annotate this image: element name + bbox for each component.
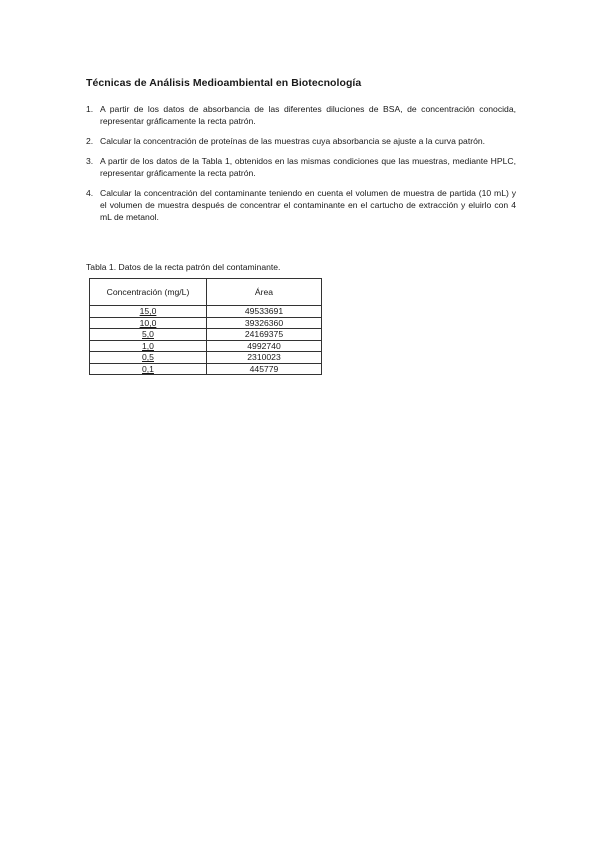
table-row	[90, 352, 322, 364]
table-row	[90, 306, 322, 318]
table-row	[90, 363, 322, 375]
header-area: Área	[207, 279, 322, 306]
exercise-item	[86, 187, 516, 223]
cell-concentration: 5,0	[90, 329, 207, 341]
item-text: A partir de los datos de absorbancia de las diferentes diluciones de BSA, de concentración conocida, representar gráficamente la recta patrón.	[100, 104, 516, 126]
cell-area: 24169375	[207, 329, 322, 341]
exercise-list	[86, 103, 516, 231]
cell-concentration: 0,1	[90, 363, 207, 375]
cell-area: 49533691	[207, 306, 322, 318]
header-concentration: Concentración (mg/L)	[90, 279, 207, 306]
calibration-table	[89, 278, 322, 375]
table-row	[90, 340, 322, 352]
table-caption: Tabla 1. Datos de la recta patrón del contaminante.	[86, 262, 281, 272]
table-row	[90, 329, 322, 341]
table-header-row	[90, 279, 322, 306]
cell-area: 4992740	[207, 340, 322, 352]
exercise-item	[86, 135, 516, 147]
item-text: A partir de los datos de la Tabla 1, obtenidos en las mismas condiciones que las muestras, mediante HPLC, representar gráficamente la recta patrón.	[100, 156, 516, 178]
item-number: 2.	[86, 136, 94, 146]
cell-concentration: 10,0	[90, 317, 207, 329]
cell-area: 39326360	[207, 317, 322, 329]
item-number: 1.	[86, 104, 94, 114]
cell-concentration: 1,0	[90, 340, 207, 352]
cell-concentration: 0,5	[90, 352, 207, 364]
item-number: 4.	[86, 188, 94, 198]
exercise-item	[86, 103, 516, 127]
item-text: Calcular la concentración de proteínas de las muestras cuya absorbancia se ajuste a la curva patrón.	[100, 136, 486, 146]
cell-concentration: 15,0	[90, 306, 207, 318]
exercise-item	[86, 155, 516, 179]
table-row	[90, 317, 322, 329]
document-title: Técnicas de Análisis Medioambiental en Biotecnología	[86, 77, 362, 89]
cell-area: 445779	[207, 363, 322, 375]
item-text: Calcular la concentración del contaminante teniendo en cuenta el volumen de muestra de partida (10 mL) y el volumen de muestra después de concentrar el contaminante en el cartucho de extracción y eluirlo con 4 mL de metanol.	[100, 188, 516, 222]
cell-area: 2310023	[207, 352, 322, 364]
item-number: 3.	[86, 156, 94, 166]
